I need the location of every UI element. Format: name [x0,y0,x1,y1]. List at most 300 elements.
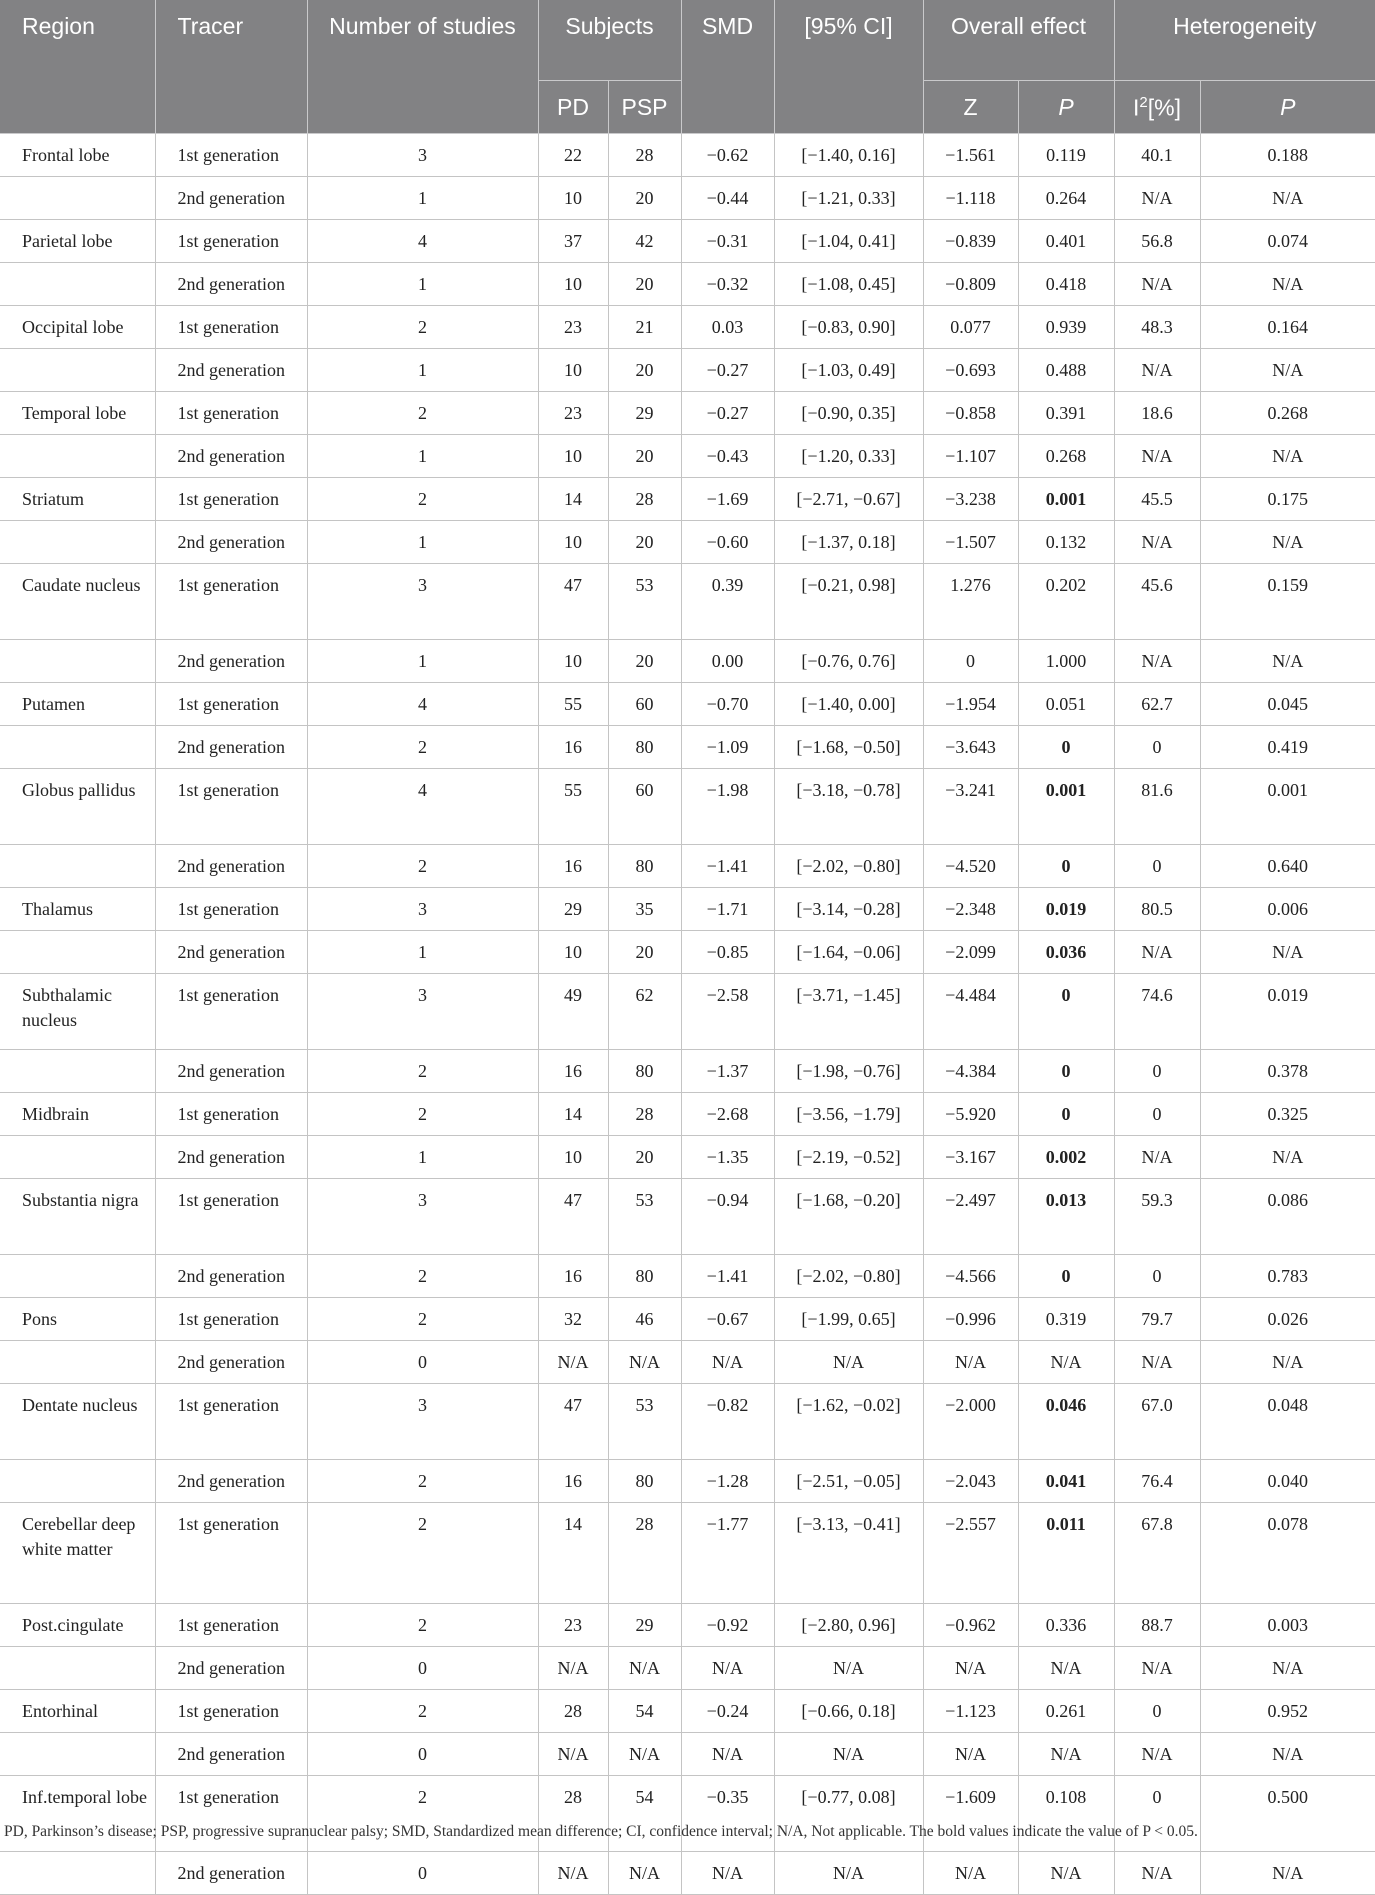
cell-num-studies: 2 [307,1298,538,1341]
cell-psp: N/A [608,1341,681,1384]
table-row [0,1852,1375,1895]
cell-het-p: 0.086 [1200,1179,1375,1255]
cell-pd: 10 [538,640,608,683]
cell-pd: 16 [538,1460,608,1503]
cell-het-p: N/A [1200,349,1375,392]
cell-pd: N/A [538,1341,608,1384]
cell-tracer: 1st generation [155,683,307,726]
cell-i2: N/A [1114,1647,1200,1690]
cell-pd: 47 [538,564,608,640]
cell-z: −0.839 [923,220,1018,263]
cell-region [0,263,155,306]
cell-num-studies: 2 [307,1690,538,1733]
cell-num-studies: 0 [307,1647,538,1690]
header-tracer: Tracer [155,0,307,134]
cell-tracer: 1st generation [155,220,307,263]
cell-psp: 60 [608,683,681,726]
cell-region: Inf.temporal lobe [0,1776,155,1852]
cell-pd: 10 [538,177,608,220]
table-row [0,845,1375,888]
cell-smd: −1.37 [681,1050,774,1093]
cell-het-p: 0.640 [1200,845,1375,888]
cell-region [0,1050,155,1093]
cell-smd: −0.62 [681,134,774,177]
cell-psp: 80 [608,726,681,769]
cell-het-p: 0.006 [1200,888,1375,931]
cell-num-studies: 2 [307,1503,538,1604]
cell-num-studies: 3 [307,134,538,177]
cell-tracer: 1st generation [155,306,307,349]
cell-smd: −0.32 [681,263,774,306]
cell-ci: [−0.77, 0.08] [774,1776,923,1852]
cell-het-p: 0.019 [1200,974,1375,1050]
cell-i2: 88.7 [1114,1604,1200,1647]
cell-p: 0 [1018,1093,1114,1136]
cell-ci: [−2.02, −0.80] [774,845,923,888]
cell-psp: 28 [608,478,681,521]
cell-pd: 10 [538,1136,608,1179]
cell-ci: [−2.80, 0.96] [774,1604,923,1647]
cell-het-p: N/A [1200,263,1375,306]
cell-smd: 0.00 [681,640,774,683]
cell-ci: [−1.98, −0.76] [774,1050,923,1093]
cell-region: Subthalamic nucleus [0,974,155,1050]
cell-i2: N/A [1114,1341,1200,1384]
cell-z: −2.000 [923,1384,1018,1460]
cell-p: 0.011 [1018,1503,1114,1604]
cell-p: N/A [1018,1341,1114,1384]
cell-het-p: 0.378 [1200,1050,1375,1093]
header-het-p-label: P [1280,93,1296,120]
cell-pd: 32 [538,1298,608,1341]
table-row [0,1093,1375,1136]
table-row [0,1050,1375,1093]
cell-het-p: N/A [1200,640,1375,683]
cell-pd: 37 [538,220,608,263]
cell-p: 0.391 [1018,392,1114,435]
header-p-label: P [1058,93,1074,120]
cell-ci: [−3.56, −1.79] [774,1093,923,1136]
table-row [0,640,1375,683]
cell-psp: 20 [608,435,681,478]
cell-het-p: N/A [1200,1136,1375,1179]
cell-p: 0.202 [1018,564,1114,640]
cell-num-studies: 3 [307,1384,538,1460]
header-i2-label: I [1133,94,1140,121]
table-row [0,349,1375,392]
cell-psp: 53 [608,1179,681,1255]
cell-tracer: 2nd generation [155,931,307,974]
cell-het-p: 0.325 [1200,1093,1375,1136]
cell-ci: N/A [774,1733,923,1776]
cell-psp: 80 [608,1050,681,1093]
cell-psp: 62 [608,974,681,1050]
cell-psp: 20 [608,640,681,683]
cell-tracer: 1st generation [155,1604,307,1647]
cell-psp: N/A [608,1852,681,1895]
cell-num-studies: 0 [307,1733,538,1776]
table-row [0,177,1375,220]
cell-z: −0.858 [923,392,1018,435]
cell-p: 0.119 [1018,134,1114,177]
cell-i2: 0 [1114,1690,1200,1733]
header-ci: [95% CI] [774,0,923,134]
cell-p: 0.108 [1018,1776,1114,1852]
cell-p: 0 [1018,726,1114,769]
table-row [0,769,1375,845]
cell-num-studies: 3 [307,974,538,1050]
table-row [0,392,1375,435]
header-p [1018,81,1114,134]
cell-region [0,1647,155,1690]
table-row [0,726,1375,769]
cell-pd: 10 [538,435,608,478]
cell-smd: −0.24 [681,1690,774,1733]
cell-region [0,1460,155,1503]
cell-z: −1.507 [923,521,1018,564]
cell-p: 0.046 [1018,1384,1114,1460]
cell-p: 0.939 [1018,306,1114,349]
cell-region [0,349,155,392]
cell-z: N/A [923,1647,1018,1690]
cell-het-p: 0.003 [1200,1604,1375,1647]
cell-tracer: 1st generation [155,564,307,640]
cell-p: 0.132 [1018,521,1114,564]
cell-num-studies: 0 [307,1341,538,1384]
cell-num-studies: 2 [307,1255,538,1298]
cell-z: −5.920 [923,1093,1018,1136]
cell-psp: 29 [608,392,681,435]
cell-ci: [−1.21, 0.33] [774,177,923,220]
cell-tracer: 2nd generation [155,349,307,392]
cell-psp: 80 [608,1255,681,1298]
header-z: Z [923,81,1018,134]
cell-z: −4.520 [923,845,1018,888]
table-row [0,1298,1375,1341]
table-row [0,974,1375,1050]
cell-region: Globus pallidus [0,769,155,845]
cell-het-p: 0.159 [1200,564,1375,640]
cell-tracer: 2nd generation [155,521,307,564]
cell-psp: 54 [608,1690,681,1733]
cell-region: Post.cingulate [0,1604,155,1647]
cell-smd: −0.70 [681,683,774,726]
cell-het-p: 0.078 [1200,1503,1375,1604]
cell-region: Substantia nigra [0,1179,155,1255]
cell-region: Dentate nucleus [0,1384,155,1460]
cell-p: 0.051 [1018,683,1114,726]
cell-ci: [−1.64, −0.06] [774,931,923,974]
cell-ci: [−1.99, 0.65] [774,1298,923,1341]
cell-ci: [−1.08, 0.45] [774,263,923,306]
cell-tracer: 1st generation [155,1776,307,1852]
header-pd: PD [538,81,608,134]
cell-psp: 29 [608,1604,681,1647]
cell-pd: 49 [538,974,608,1050]
cell-p: N/A [1018,1733,1114,1776]
cell-pd: N/A [538,1647,608,1690]
cell-num-studies: 2 [307,1050,538,1093]
cell-tracer: 2nd generation [155,1647,307,1690]
table-row [0,1647,1375,1690]
cell-ci: N/A [774,1341,923,1384]
cell-smd: N/A [681,1647,774,1690]
cell-tracer: 2nd generation [155,435,307,478]
cell-ci: [−0.83, 0.90] [774,306,923,349]
cell-pd: 16 [538,726,608,769]
cell-smd: −0.35 [681,1776,774,1852]
cell-psp: 20 [608,263,681,306]
cell-i2: N/A [1114,349,1200,392]
cell-ci: [−1.62, −0.02] [774,1384,923,1460]
cell-tracer: 1st generation [155,1093,307,1136]
cell-pd: 14 [538,478,608,521]
cell-num-studies: 2 [307,1776,538,1852]
cell-het-p: 0.952 [1200,1690,1375,1733]
cell-het-p: N/A [1200,435,1375,478]
cell-num-studies: 4 [307,769,538,845]
header-smd: SMD [681,0,774,134]
cell-smd: −0.31 [681,220,774,263]
cell-region: Caudate nucleus [0,564,155,640]
cell-ci: N/A [774,1647,923,1690]
cell-psp: 20 [608,521,681,564]
cell-tracer: 1st generation [155,974,307,1050]
cell-tracer: 1st generation [155,769,307,845]
cell-het-p: N/A [1200,521,1375,564]
cell-z: −2.099 [923,931,1018,974]
cell-num-studies: 2 [307,1604,538,1647]
cell-psp: 21 [608,306,681,349]
cell-region [0,1733,155,1776]
header-i2-unit: [%] [1147,94,1181,121]
cell-psp: 42 [608,220,681,263]
cell-z: −0.962 [923,1604,1018,1647]
cell-region: Putamen [0,683,155,726]
cell-i2: 79.7 [1114,1298,1200,1341]
cell-i2: 0 [1114,726,1200,769]
table-row [0,220,1375,263]
cell-num-studies: 1 [307,931,538,974]
cell-region [0,726,155,769]
cell-i2: N/A [1114,263,1200,306]
cell-het-p: N/A [1200,1733,1375,1776]
cell-ci: [−0.21, 0.98] [774,564,923,640]
cell-z: −1.123 [923,1690,1018,1733]
cell-psp: 53 [608,564,681,640]
table-row [0,1733,1375,1776]
cell-p: 0.261 [1018,1690,1114,1733]
cell-tracer: 2nd generation [155,1733,307,1776]
cell-i2: 67.0 [1114,1384,1200,1460]
cell-pd: 47 [538,1179,608,1255]
table-row [0,931,1375,974]
cell-region [0,177,155,220]
cell-z: 1.276 [923,564,1018,640]
table-header [0,0,1375,134]
cell-smd: N/A [681,1733,774,1776]
cell-tracer: 1st generation [155,478,307,521]
cell-psp: 28 [608,134,681,177]
table-row [0,435,1375,478]
cell-region: Cerebellar deep white matter [0,1503,155,1604]
cell-z: N/A [923,1852,1018,1895]
cell-het-p: 0.419 [1200,726,1375,769]
cell-i2: 0 [1114,1255,1200,1298]
cell-smd: −0.85 [681,931,774,974]
cell-z: −4.384 [923,1050,1018,1093]
cell-region [0,1255,155,1298]
cell-z: −0.996 [923,1298,1018,1341]
cell-i2: N/A [1114,931,1200,974]
cell-z: −2.348 [923,888,1018,931]
cell-smd: −1.69 [681,478,774,521]
cell-tracer: 2nd generation [155,1136,307,1179]
cell-het-p: N/A [1200,177,1375,220]
cell-het-p: 0.268 [1200,392,1375,435]
cell-z: −2.557 [923,1503,1018,1604]
cell-z: −0.693 [923,349,1018,392]
cell-het-p: N/A [1200,1852,1375,1895]
cell-i2: N/A [1114,435,1200,478]
cell-region [0,435,155,478]
cell-psp: N/A [608,1647,681,1690]
cell-pd: 23 [538,1604,608,1647]
cell-p: 0.036 [1018,931,1114,974]
cell-tracer: 1st generation [155,888,307,931]
table-row [0,1604,1375,1647]
cell-psp: N/A [608,1733,681,1776]
cell-num-studies: 1 [307,263,538,306]
table-row [0,134,1375,177]
cell-het-p: 0.188 [1200,134,1375,177]
cell-region: Frontal lobe [0,134,155,177]
cell-p: 0.264 [1018,177,1114,220]
cell-smd: −0.44 [681,177,774,220]
cell-tracer: 2nd generation [155,726,307,769]
cell-smd: N/A [681,1341,774,1384]
cell-region: Entorhinal [0,1690,155,1733]
cell-p: 1.000 [1018,640,1114,683]
cell-tracer: 2nd generation [155,1050,307,1093]
cell-ci: [−1.20, 0.33] [774,435,923,478]
cell-psp: 28 [608,1093,681,1136]
cell-pd: 55 [538,683,608,726]
table-row [0,306,1375,349]
cell-psp: 60 [608,769,681,845]
cell-pd: 28 [538,1776,608,1852]
cell-ci: [−1.68, −0.20] [774,1179,923,1255]
table-row [0,1690,1375,1733]
cell-i2: N/A [1114,521,1200,564]
cell-p: 0.002 [1018,1136,1114,1179]
cell-pd: N/A [538,1733,608,1776]
cell-smd: −0.27 [681,392,774,435]
cell-i2: 45.5 [1114,478,1200,521]
cell-i2: 0 [1114,845,1200,888]
table-row [0,564,1375,640]
cell-tracer: 2nd generation [155,1255,307,1298]
cell-pd: 22 [538,134,608,177]
cell-num-studies: 1 [307,521,538,564]
cell-het-p: 0.175 [1200,478,1375,521]
cell-pd: 14 [538,1093,608,1136]
cell-smd: −2.58 [681,974,774,1050]
cell-pd: 16 [538,845,608,888]
cell-region [0,640,155,683]
cell-pd: 55 [538,769,608,845]
cell-i2: 0 [1114,1050,1200,1093]
cell-p: 0.319 [1018,1298,1114,1341]
cell-smd: −0.43 [681,435,774,478]
table-row [0,1341,1375,1384]
cell-het-p: N/A [1200,931,1375,974]
cell-i2: N/A [1114,177,1200,220]
cell-het-p: N/A [1200,1647,1375,1690]
cell-psp: 20 [608,349,681,392]
cell-psp: 20 [608,177,681,220]
cell-z: −1.561 [923,134,1018,177]
cell-pd: 28 [538,1690,608,1733]
cell-psp: 80 [608,845,681,888]
cell-pd: 10 [538,263,608,306]
cell-i2: 40.1 [1114,134,1200,177]
cell-i2: 59.3 [1114,1179,1200,1255]
cell-num-studies: 2 [307,1460,538,1503]
cell-z: N/A [923,1733,1018,1776]
header-psp: PSP [608,81,681,134]
cell-smd: N/A [681,1852,774,1895]
cell-pd: 23 [538,392,608,435]
cell-het-p: 0.074 [1200,220,1375,263]
cell-p: 0.001 [1018,478,1114,521]
cell-pd: 29 [538,888,608,931]
cell-num-studies: 1 [307,349,538,392]
cell-z: −1.609 [923,1776,1018,1852]
cell-smd: −1.41 [681,1255,774,1298]
cell-region: Temporal lobe [0,392,155,435]
table-body [0,134,1375,1895]
cell-num-studies: 1 [307,177,538,220]
cell-ci: [−1.68, −0.50] [774,726,923,769]
cell-psp: 20 [608,931,681,974]
cell-ci: [−3.18, −0.78] [774,769,923,845]
cell-region [0,521,155,564]
cell-region: Striatum [0,478,155,521]
header-het-p [1200,81,1375,134]
cell-ci: [−2.19, −0.52] [774,1136,923,1179]
table-row [0,1136,1375,1179]
cell-tracer: 1st generation [155,134,307,177]
cell-ci: [−3.13, −0.41] [774,1503,923,1604]
cell-num-studies: 3 [307,564,538,640]
cell-i2: 81.6 [1114,769,1200,845]
cell-region [0,845,155,888]
cell-p: 0.336 [1018,1604,1114,1647]
cell-het-p: 0.040 [1200,1460,1375,1503]
cell-region: Midbrain [0,1093,155,1136]
cell-num-studies: 2 [307,306,538,349]
cell-het-p: 0.045 [1200,683,1375,726]
cell-p: 0.488 [1018,349,1114,392]
cell-region: Parietal lobe [0,220,155,263]
cell-num-studies: 0 [307,1852,538,1895]
cell-tracer: 2nd generation [155,177,307,220]
cell-p: N/A [1018,1852,1114,1895]
cell-region [0,1852,155,1895]
cell-z: −1.107 [923,435,1018,478]
cell-region: Occipital lobe [0,306,155,349]
